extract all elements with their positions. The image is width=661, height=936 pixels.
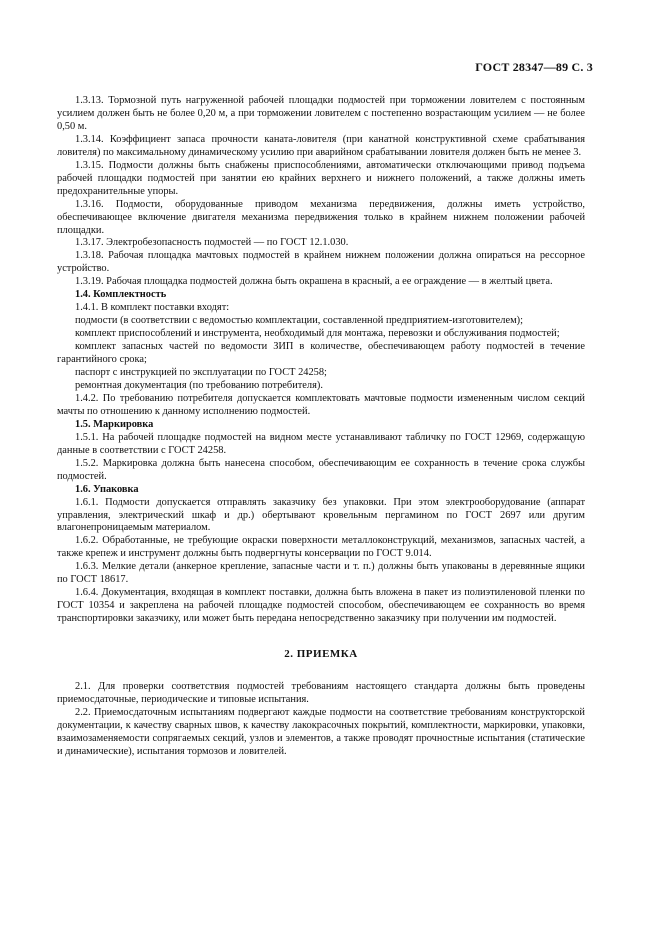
chapter-heading-2: 2. ПРИЕМКА	[284, 648, 358, 661]
paragraph-1-5-1: 1.5.1. На рабочей площадке подмостей на видном месте устанавливают табличку по ГОСТ 12969, содержащую данные в соответствии с ГОСТ 24258.	[57, 431, 585, 456]
section-heading-1-4: 1.4. Комплектность	[75, 289, 167, 301]
paragraph-1-3-15: 1.3.15. Подмости должны быть снабжены приспособлениями, автоматически отключающими привод подъема рабочей площадки подмостей при занятии ею крайних верхнего и нижнего положений, а также должны иметь предохранительные упоры.	[57, 159, 585, 197]
section-heading-1-5: 1.5. Маркировка	[75, 418, 154, 430]
paragraph-1-6-3: 1.6.3. Мелкие детали (анкерное крепление, запасные части и т. п.) должны быть упакованы в деревянные ящики по ГОСТ 18617.	[57, 561, 585, 586]
document-body	[57, 95, 585, 759]
page-header: ГОСТ 28347—89 С. 3	[475, 60, 593, 74]
paragraph-1-5-2: 1.5.2. Маркировка должна быть нанесена способом, обеспечивающим ее сохранность в течение срока службы подмостей.	[57, 457, 585, 482]
paragraph-1-4-2: 1.4.2. По требованию потребителя допускается комплектовать мачтовые подмости измененным числом секций мачты по отношению к данному исполнению подмостей.	[57, 392, 585, 417]
paragraph-1-3-18: 1.3.18. Рабочая площадка мачтовых подмостей в крайнем нижнем положении должна опираться на рессорное устройство.	[57, 250, 585, 275]
paragraph-1-6-2: 1.6.2. Обработанные, не требующие окраски поверхности металлоконструкций, механизмов, запасных частей, а также крепеж и инструмент должны быть подвергнуты консервации по ГОСТ 9.014.	[57, 535, 585, 560]
paragraph-2-1: 2.1. Для проверки соответствия подмостей требованиям настоящего стандарта должны быть проведены приемосдаточные, периодические и типовые испытания.	[57, 681, 585, 706]
list-item: комплект запасных частей по ведомости ЗИП в количестве, обеспечивающем работу подмостей в течение гарантийного срока;	[57, 341, 585, 366]
paragraph-2-2: 2.2. Приемосдаточным испытаниям подвергают каждые подмости на соответствие требованиям конструкторской документации, к качеству сварных швов, к качеству лакокрасочных покрытий, комплектности, маркировки, упаковки, взаимозаменяемости сопрягаемых секций, узлов и элементов, а также проводят прочностные испытания (статические и динамические), испытания тормозов и ловителей.	[57, 706, 585, 757]
paragraph-1-4-1: 1.4.1. В комплект поставки входят:	[75, 302, 230, 314]
paragraph-1-6-1: 1.6.1. Подмости допускается отправлять заказчику без упаковки. При этом электрооборудование (аппарат управления, электрический шкаф и др.) обертывают кровельным пергамином по ГОСТ 2697 или другим влагонепроницаемым материалом.	[57, 496, 585, 534]
list-item: подмости (в соответствии с ведомостью комплектации, составленной предприятием-изготовителем);	[75, 315, 523, 327]
list-item: паспорт с инструкцией по эксплуатации по ГОСТ 24258;	[75, 367, 327, 379]
paragraph-1-3-16: 1.3.16. Подмости, оборудованные приводом механизма передвижения, должны иметь устройство, обеспечивающее включение двигателя механизма передвижения только в крайнем нижнем положении рабочей площадки.	[57, 198, 585, 236]
paragraph-1-3-17: 1.3.17. Электробезопасность подмостей — по ГОСТ 12.1.030.	[75, 237, 349, 249]
section-heading-1-6: 1.6. Упаковка	[75, 483, 139, 495]
paragraph-1-3-14: 1.3.14. Коэффициент запаса прочности каната-ловителя (при канатной конструктивной схеме срабатывания ловителя) по максимальному динамическому усилию при аварийном срабатывании ловителя должен быть не менее 3.	[57, 133, 585, 158]
list-item: комплект приспособлений и инструмента, необходимый для монтажа, перевозки и обслуживания подмостей;	[75, 328, 560, 340]
paragraph-1-6-4: 1.6.4. Документация, входящая в комплект поставки, должна быть вложена в пакет из полиэтиленовой пленки по ГОСТ 10354 и закреплена на рабочей площадке подмостей способом, обеспечивающем ее сохранность во время транспортировки заказчику, или может быть передана непосредственно заказчику при получении им подмостей.	[57, 587, 585, 625]
list-item: ремонтная документация (по требованию потребителя).	[75, 379, 323, 391]
paragraph-1-3-13: 1.3.13. Тормозной путь нагруженной рабочей площадки подмостей при торможении ловителем с постоянным усилием должен быть не более 0,20 м, а при торможении ловителем с постепенно возрастающим усилием — не более 0,50 м.	[57, 95, 585, 132]
paragraph-1-3-19: 1.3.19. Рабочая площадка подмостей должна быть окрашена в красный, а ее ограждение — в желтый цвета.	[75, 276, 553, 288]
